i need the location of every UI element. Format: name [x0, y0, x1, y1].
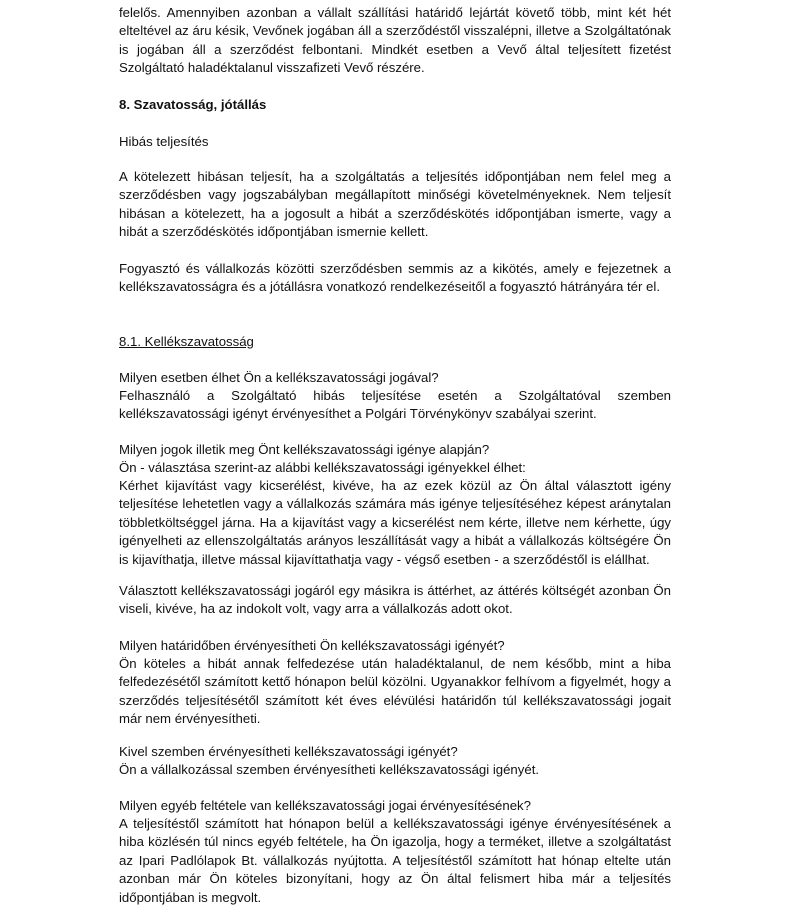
section-8-paragraph-2: Fogyasztó és vállalkozás közötti szerződésben semmis az a kikötés, amely e fejezetnek a kellékszavatosságra és a jótállásra vonatkozó rendelkezéseitől a fogyasztó hátrányára tér el. [119, 261, 671, 295]
answer-2-body-2: Választott kellékszavatossági jogáról egy másikra is áttérhet, az áttérés költségét azonban Ön viseli, kivéve, ha az indokolt volt, vagy arra a vállalkozás adott okot. [119, 583, 671, 617]
answer-4: Ön a vállalkozással szemben érvényesítheti kellékszavatossági igényét. [119, 762, 540, 777]
question-4: Kivel szemben érvényesítheti kellékszavatossági igényét? [119, 744, 458, 759]
section-8-1-heading: 8.1. Kellékszavatosság [119, 334, 254, 349]
answer-1: Felhasználó a Szolgáltató hibás teljesítése esetén a Szolgáltatóval szemben kellékszavatossági igényt érvényesíthet a Polgári Törvénykönyv szabályai szerint. [119, 388, 671, 422]
question-3: Milyen határidőben érvényesítheti Ön kellékszavatossági igényét? [119, 638, 505, 653]
question-1: Milyen esetben élhet Ön a kellékszavatossági jogával? [119, 370, 439, 385]
question-2: Milyen jogok illetik meg Önt kellékszavatossági igénye alapján? [119, 442, 490, 457]
answer-5: A teljesítéstől számított hat hónapon belül a kellékszavatossági igénye érvényesítésének a hiba közlésén túl nincs egyéb feltétele, ha Ön igazolja, hogy a terméket, illetve a szolgáltatást az Ipari Padlólapok Bt. vállalkozás nyújtotta. A teljesítéstől számított hat hónap eltelte után azonban már Ön köteles bizonyítani, hogy az Ön által felismert hiba már a teljesítés időpontjában is megvolt. [119, 816, 671, 905]
answer-2-intro: Ön - választása szerint-az alábbi kellékszavatossági igényekkel élhet: [119, 460, 526, 475]
section-8-paragraph-1: A kötelezett hibásan teljesít, ha a szolgáltatás a teljesítés időpontjában nem felel meg a szerződésben vagy jogszabályban megállapított minőségi követelményeknek. Nem teljesít hibásan a kötelezett, ha a jogosult a hibát a szerződéskötés időpontjában ismerte, vagy a hibát a szerződéskötés időpontjában ismernie kellett. [119, 169, 671, 240]
section-8-subheading: Hibás teljesítés [119, 134, 209, 149]
question-5: Milyen egyéb feltétele van kellékszavatossági jogai érvényesítésének? [119, 798, 531, 813]
section-8-heading: 8. Szavatosság, jótállás [119, 97, 267, 112]
answer-2-body: Kérhet kijavítást vagy kicserélést, kivéve, ha az ezek közül az Ön által választott igény teljesítése lehetetlen vagy a vállalkozás számára más igénye teljesítéséhez képest aránytalan többletköltséggel járna. Ha a kijavítást vagy a kicserélést nem kérte, illetve nem kérhette, úgy igényelheti az ellenszolgáltatás arányos leszállítását vagy a hibát a vállalkozás költségére Ön is kijavíthatja, illetve mással kijavíttathatja vagy - végső esetben - a szerződéstől is elállhat. [119, 478, 671, 567]
intro-paragraph: felelős. Amennyiben azonban a vállalt szállítási határidő lejártát követő több, mint két hét elteltével az áru késik, Vevőnek jogában áll a szerződéstől visszalépni, illetve a Szolgáltatónak is jogában áll a szerződést felbontani. Mindkét esetben a Vevő által teljesített fizetést Szolgáltató haladéktalanul visszafizeti Vevő részére. [119, 5, 671, 76]
answer-3: Ön köteles a hibát annak felfedezése után haladéktalanul, de nem később, mint a hiba felfedezésétől számított kettő hónapon belül közölni. Ugyanakkor felhívom a figyelmét, hogy a szerződés teljesítésétől számított két éves elévülési határidőn túl kellékszavatossági jogait már nem érvényesítheti. [119, 656, 671, 727]
